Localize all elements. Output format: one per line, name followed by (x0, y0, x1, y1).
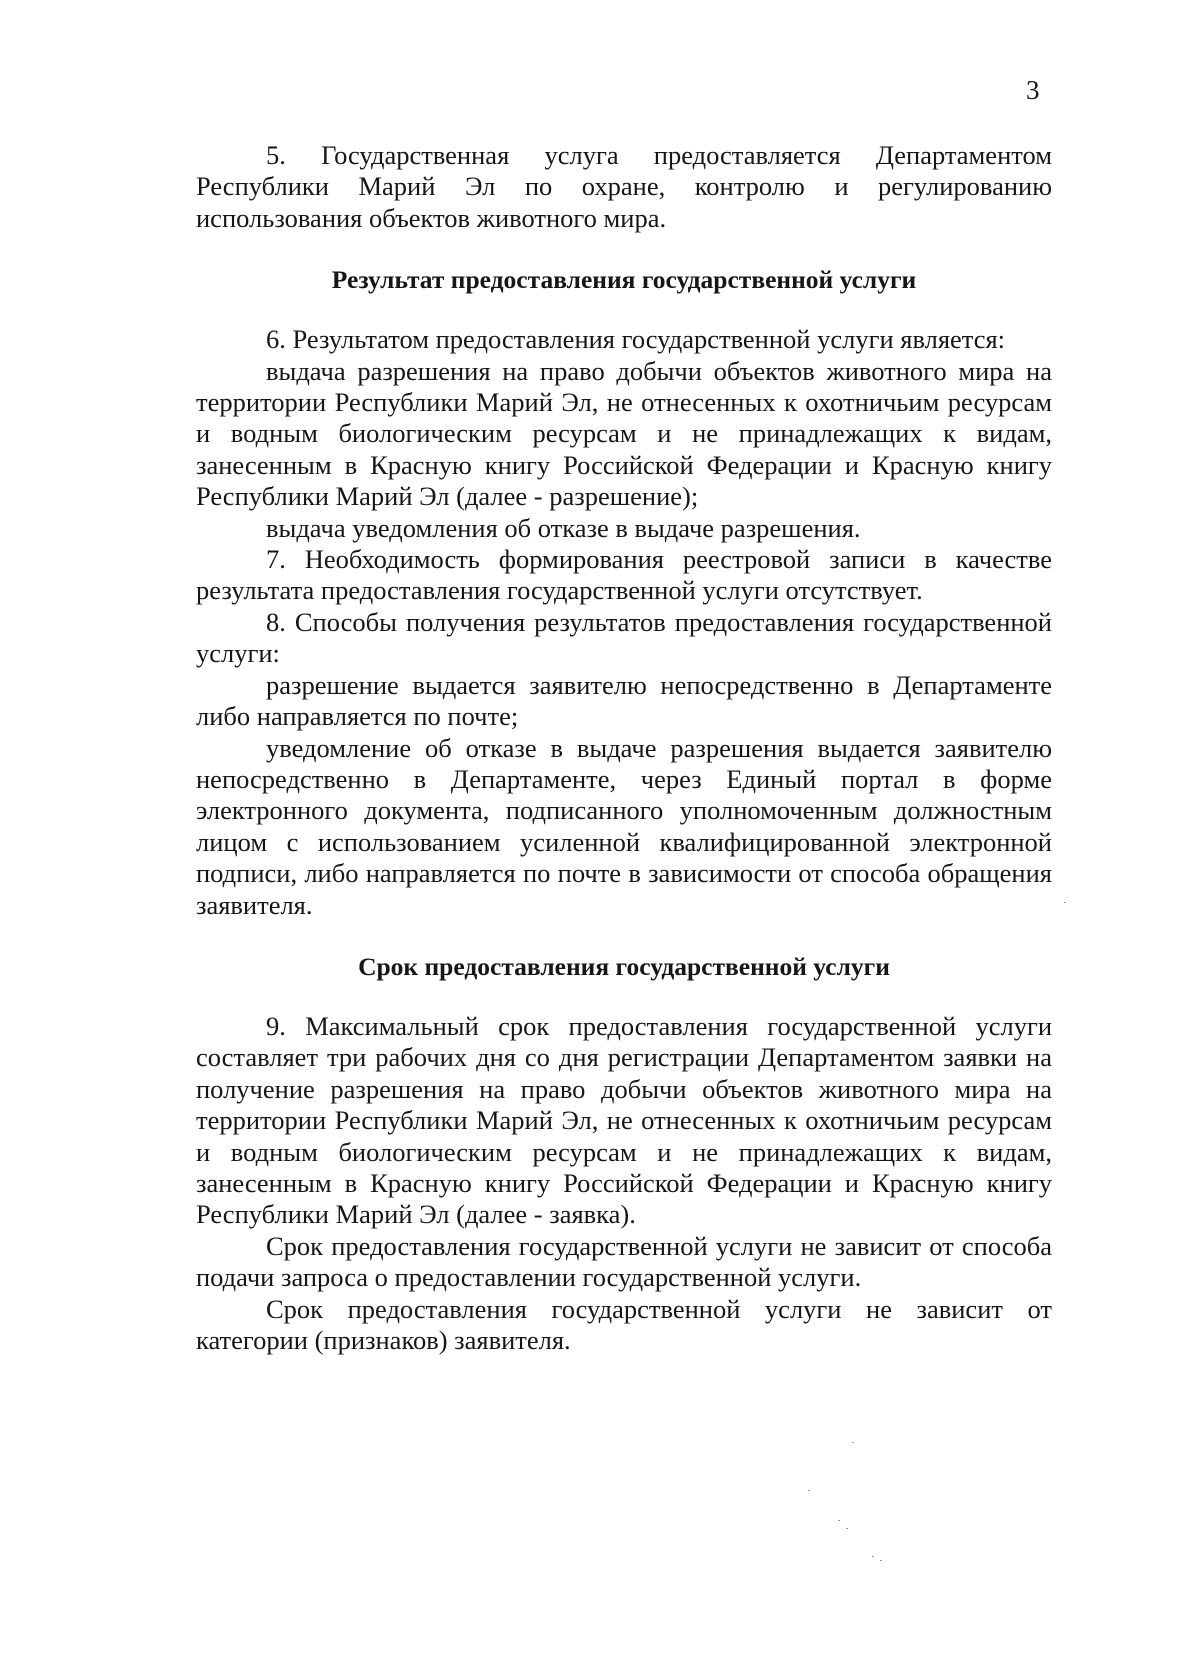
scan-speck (846, 1528, 848, 1529)
scan-speck (880, 1560, 882, 1561)
scan-speck (808, 1490, 810, 1491)
scan-speck (852, 1442, 854, 1443)
paragraph-6-item-refusal: выдача уведомления об отказе в выдаче разрешения. (266, 512, 861, 543)
paragraph-5: 5. Государственная услуга предоставляется Департаментом Республики Марий Эл по охране, контролю и регулированию использования объектов животного мира. (196, 140, 1052, 233)
scan-speck (838, 1520, 840, 1521)
paragraph-9-item-method: Срок предоставления государственной услуги не зависит от способа подачи запроса о предоставлении государственной услуги. (196, 1230, 1052, 1293)
paragraph-6-item-permit: выдача разрешения на право добычи объектов животного мира на территории Республики Марий Эл, не отнесенных к охотничьим ресурсам и водным биологическим ресурсам и не принадлежащих к видам, занесенным в Красную книгу Российской Федерации и Красную книгу Республики Марий Эл (далее - разрешение); (196, 355, 1052, 512)
paragraph-8-item-refusal: уведомление об отказе в выдаче разрешения выдается заявителю непосредственно в Департаменте, через Единый портал в форме электронного документа, подписанного уполномоченным должностным лицом с использованием усиленной квалифицированной электронной подписи, либо направляется по почте в зависимости от способа обращения заявителя. (196, 732, 1052, 920)
scan-speck (1064, 902, 1066, 903)
document-body (196, 140, 1052, 1356)
paragraph-6: 6. Результатом предоставления государственной услуги является: (266, 324, 1006, 355)
page-number: 3 (1026, 75, 1040, 105)
paragraph-8: 8. Способы получения результатов предоставления государственной услуги: (196, 606, 1052, 669)
paragraph-7: 7. Необходимость формирования реестровой записи в качестве результата предоставления государственной услуги отсутствует. (196, 544, 1052, 606)
paragraph-9: 9. Максимальный срок предоставления государственной услуги составляет три рабочих дня со дня регистрации Департаментом заявки на получение разрешения на право добычи объектов животного мира на территории Республики Марий Эл, не отнесенных к охотничьим ресурсам и водным биологическим ресурсам и не принадлежащих к видам, занесенным в Красную книгу Российской Федерации и Красную книгу Республики Марий Эл (далее - заявка). (196, 1010, 1052, 1230)
section-heading-result: Результат предоставления государственной услуги (331, 265, 917, 295)
paragraph-9-item-category: Срок предоставления государственной услуги не зависит от категории (признаков) заявителя. (196, 1293, 1052, 1355)
scan-speck (872, 1556, 874, 1557)
section-heading-term: Срок предоставления государственной услуги (358, 951, 890, 981)
paragraph-8-item-permit: разрешение выдается заявителю непосредственно в Департаменте либо направляется по почте; (196, 669, 1052, 732)
